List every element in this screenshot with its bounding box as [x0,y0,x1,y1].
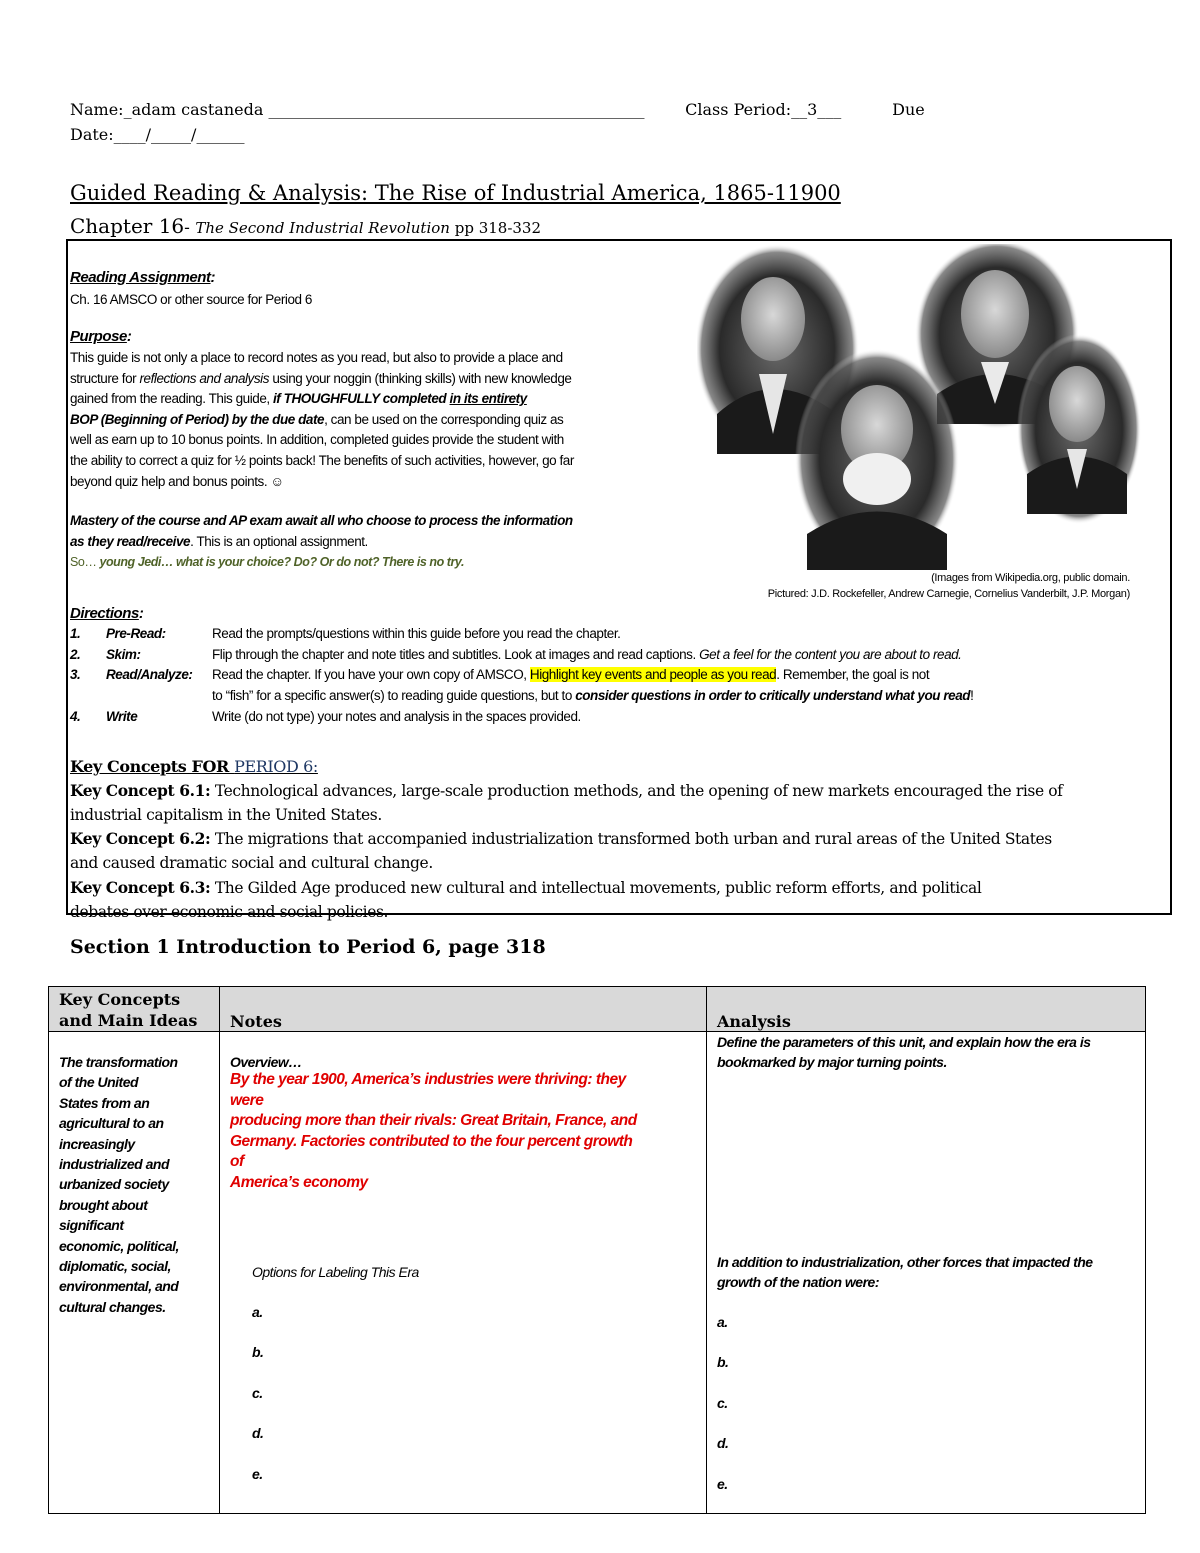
main-idea-line: increasingly [59,1135,135,1152]
analysis-option-item: d. [717,1435,729,1452]
main-idea-line: The transformation [59,1054,178,1070]
notes-table [48,986,1146,1514]
analysis-option-item: e. [717,1475,728,1492]
analysis-option-item: b. [717,1354,729,1371]
options-list[interactable] [252,1302,263,1504]
note-line: were [230,1091,264,1109]
main-idea-line: agricultural to an [59,1115,164,1132]
note-line: Germany. Factories contributed to the four percent growth [230,1132,633,1150]
main-idea-line: cultural changes. [59,1298,166,1315]
jedi-quote: So… young Jedi… what is your choice? Do? Or do not? There is no try. [70,555,464,570]
header-analysis: Analysis [707,987,1146,1032]
option-item: a. [252,1304,263,1320]
header-key-concepts: Key Concepts and Main Ideas [49,987,220,1032]
main-idea-line: of the United [59,1074,139,1091]
analysis-option-item: c. [717,1394,728,1411]
name-line [70,100,925,119]
purpose-heading: Purpose: [70,328,132,345]
section-title: Section 1 Introduction to Period 6, page 318 [70,936,546,958]
chapter-dash: - [184,218,196,238]
main-idea-line: diplomatic, social, [59,1258,171,1275]
analysis-q2-line: growth of the nation were: [717,1274,879,1291]
key-concept-cell [49,1032,220,1514]
main-idea-line: industrialized and [59,1156,170,1173]
directions-heading: Directions: [70,605,144,622]
reading-assignment-heading: Reading Assignment: [70,269,216,286]
image-caption: (Images from Wikipedia.org, public domain. Pictured: J.D. Rockefeller, Andrew Carnegie, Cornelius Vanderbilt, J.P. Morgan) [767,572,1130,600]
chapter-pages: pp 318-332 [449,219,542,237]
industrialists-portraits-image [697,244,1145,570]
note-line: producing more than their rivals: Great Britain, France, and [230,1112,637,1129]
notes-cell[interactable] [220,1032,707,1514]
due-label: Due [892,100,925,119]
main-idea-line: significant [59,1217,124,1234]
key-concepts: Key Concepts FOR PERIOD 6: Key Concept 6.1: Technological advances, large-scale production methods, and the opening of new markets encouraged the rise of industrial capitalism in the United States. Key Concept 6.2: The migrations that accompanied industrialization transformed both urban and rural areas of the United States and caused dramatic social and cultural change. Key Concept 6.3: The Gilded Age produced new cultural and intellectual movements, public reform efforts, and political debates over economic and social policies. [70,757,1063,921]
main-idea-line: urbanized society [59,1176,169,1193]
main-idea-text [59,1052,179,1317]
main-idea-line: brought about [59,1196,148,1213]
student-name-field[interactable]: Name:_adam castaneda _______________________________________________ [70,100,645,119]
chapter-subtitle: The Second Industrial Revolution [195,219,450,237]
main-idea-line: economic, political, [59,1237,179,1254]
option-item: d. [252,1425,264,1442]
note-line: America’s economy [230,1173,368,1191]
option-item: c. [252,1384,263,1401]
chapter-title [70,214,541,238]
analysis-question-1 [717,1032,1091,1073]
analysis-q1-line: Define the parameters of this unit, and explain how the era is [717,1034,1091,1050]
analysis-q2-line: In addition to industrialization, other forces that impacted the [717,1254,1093,1270]
main-idea-line: States from an [59,1094,150,1111]
main-idea-line: environmental, and [59,1278,179,1295]
note-line: of [230,1153,244,1170]
due-date-field[interactable]: Date:____/_____/______ [70,125,245,144]
chapter-number: Chapter 16 [70,214,185,238]
class-period-field[interactable]: Class Period:__3___ [685,100,842,119]
mastery-text: Mastery of the course and AP exam await all who choose to process the information as they read/receive. This is an optional assignment. So… young Jedi… what is your choice? Do? Or do not? There is no try. [70,511,573,573]
analysis-option-item: a. [717,1314,728,1330]
overview-label: Overview… [230,1054,302,1070]
reading-assignment-text: Ch. 16 AMSCO or other source for Period 6 [70,292,312,307]
analysis-question-2 [717,1252,1093,1293]
options-label: Options for Labeling This Era [252,1264,419,1280]
key-concepts-heading: Key Concepts FOR PERIOD 6: [70,757,318,776]
option-item: b. [252,1344,264,1361]
student-notes [230,1070,637,1193]
analysis-cell[interactable] [707,1032,1146,1514]
option-item: e. [252,1465,263,1482]
highlight-text: Highlight key events and people as you read [529,667,777,682]
note-line: By the year 1900, America’s industries were thriving: they [230,1071,626,1088]
analysis-q1-line: bookmarked by major turning points. [717,1054,947,1071]
purpose-text: This guide is not only a place to record notes as you read, but also to provide a place and structure for reflections and analysis using your noggin (thinking skills) with new knowledge gained from the reading. This guide, if THOUGHFULLY completed in its entirety BOP (Beginning of Period) by the due date, can be used on the corresponding quiz as well as earn up to 10 bonus points. In addition, completed guides provide the student with the ability to correct a quiz for ½ points back! The benefits of such activities, however, go far beyond quiz help and bonus points. ☺ [70,350,574,489]
analysis-options-list[interactable] [717,1312,728,1514]
header-notes: Notes [220,987,707,1032]
page-title: Guided Reading & Analysis: The Rise of Industrial America, 1865-11900 [70,181,841,205]
